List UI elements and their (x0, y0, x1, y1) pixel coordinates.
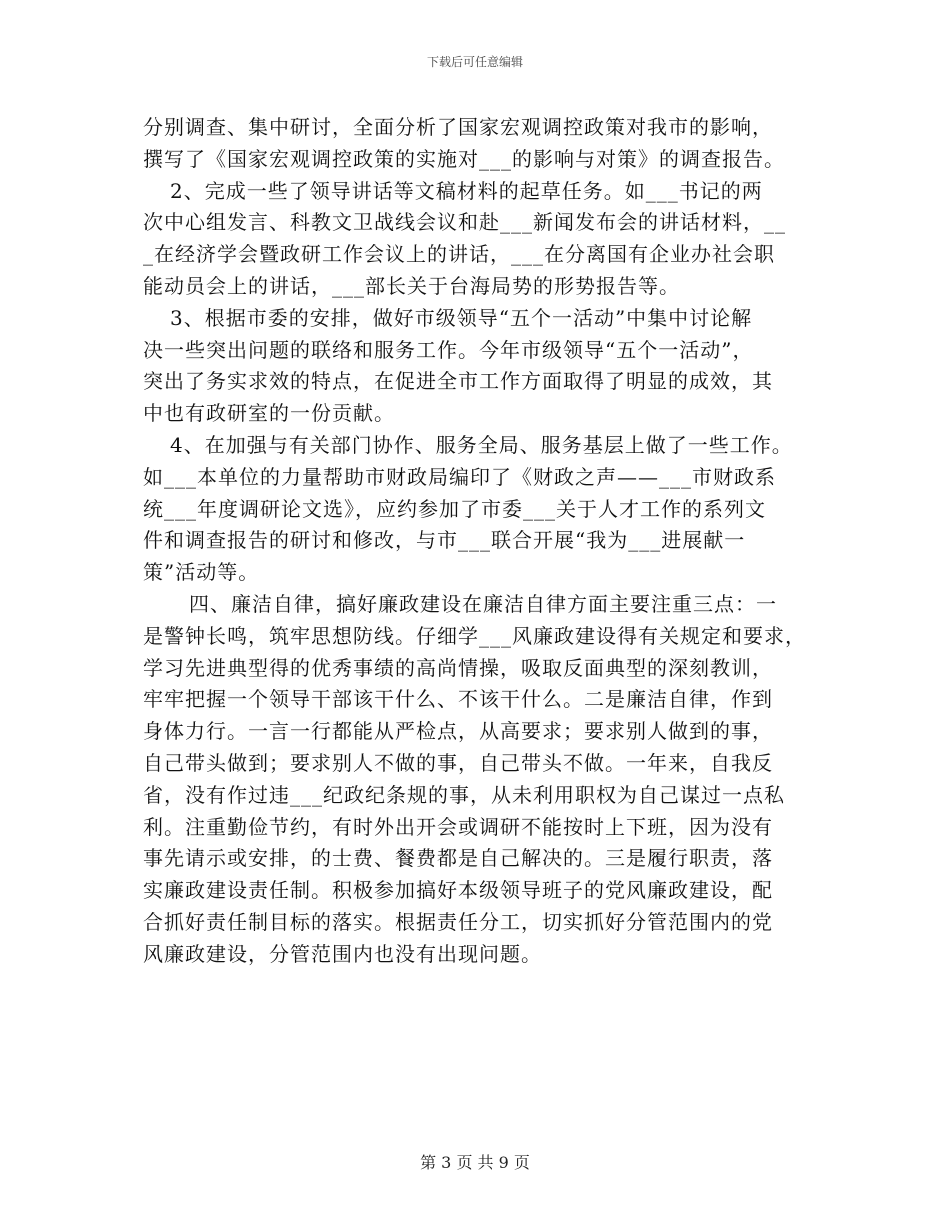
paragraph-4 (143, 430, 823, 589)
text-line: 4、在加强与有关部门协作、服务全局、服务基层上做了一些工作。 (170, 432, 793, 457)
text-line: 牢牢把握一个领导干部该干什么、不该干什么。二是廉洁自律，作到 (143, 687, 773, 712)
text-line: 合抓好责任制目标的落实。根据责任分工，切实抓好分管范围内的党 (143, 909, 773, 934)
page-header: 下载后可任意编辑 (426, 55, 523, 69)
text-line: 如___本单位的力量帮助市财政局编印了《财政之声——___市财政系 (143, 464, 776, 489)
document-body (143, 112, 823, 971)
text-line: 2、完成一些了领导讲话等文稿材料的起草任务。如___书记的两 (170, 178, 763, 203)
text-line: 策”活动等。 (143, 560, 260, 585)
paragraph-5 (143, 589, 823, 971)
text-line: 分别调查、集中研讨，全面分析了国家宏观调控政策对我市的影响， (143, 115, 773, 139)
page-number: 第 3 页 共 9 页 (420, 1153, 530, 1172)
text-line: 突出了务实求效的特点，在促进全市工作方面取得了明显的成效，其 (143, 369, 773, 394)
text-line: 次中心组发言、科教文卫战线会议和赴___新闻发布会的讲话材料，__ (143, 210, 786, 235)
text-line: 四、廉洁自律，搞好廉政建设在廉洁自律方面主要注重三点：一 (189, 591, 777, 616)
text-line: _在经济学会暨政研工作会议上的讲话，___在分离国有企业办社会职 (143, 242, 775, 267)
text-line: 事先请示或安排，的士费、餐费都是自己解决的。三是履行职责，落 (143, 846, 773, 871)
text-line: 身体力行。一言一行都能从严检点，从高要求；要求别人做到的事， (143, 719, 773, 744)
text-line: 件和调查报告的研讨和修改，与市___联合开展“我为___进展献一 (143, 528, 746, 553)
text-line: 自己带头做到；要求别人不做的事，自己带头不做。一年来，自我反 (143, 750, 773, 775)
text-line: 能动员会上的讲话，___部长关于台海局势的形势报告等。 (143, 273, 680, 298)
text-line: 3、根据市委的安排，做好市级领导“五个一活动”中集中讨论解 (170, 305, 753, 330)
text-line: 中也有政研室的一份贡献。 (143, 401, 395, 426)
text-line: 利。注重勤俭节约，有时外出开会或调研不能按时上下班，因为没有 (143, 814, 773, 839)
text-line: 实廉政建设责任制。积极参加搞好本级领导班子的党风廉政建设，配 (143, 878, 773, 903)
paragraph-1 (143, 112, 823, 176)
text-line: 是警钟长鸣，筑牢思想防线。仔细学___风廉政建设得有关规定和要求， (143, 623, 806, 648)
text-line: 撰写了《国家宏观调控政策的实施对___的影响与对策》的调查报告。 (143, 146, 785, 171)
text-line: 决一些突出问题的联络和服务工作。今年市级领导“五个一活动”， (143, 337, 754, 362)
text-line: 风廉政建设，分管范围内也没有出现问题。 (143, 941, 542, 966)
paragraph-2 (143, 176, 823, 303)
text-line: 学习先进典型得的优秀事绩的高尚情操，吸取反面典型的深刻教训， (143, 655, 773, 680)
text-line: 省，没有作过违___纪政纪条规的事，从未利用职权为自己谋过一点私 (143, 782, 785, 807)
paragraph-3 (143, 303, 823, 430)
text-line: 统___年度调研论文选》，应约参加了市委___关于人才工作的系列文 (143, 496, 766, 521)
